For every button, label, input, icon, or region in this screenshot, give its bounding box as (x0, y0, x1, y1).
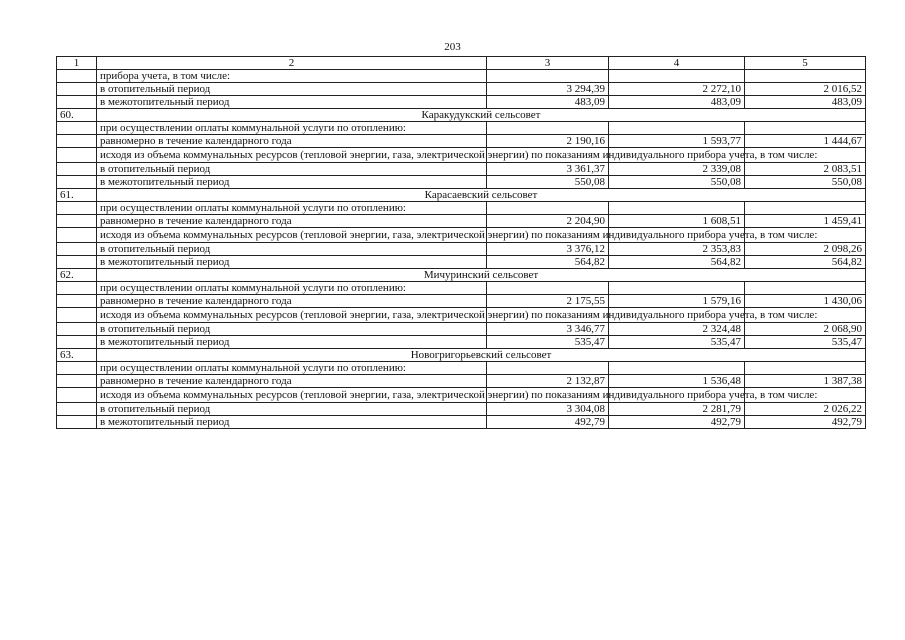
value-cell: 1 387,38 (745, 375, 866, 388)
row-label: в отопительный период (97, 323, 487, 336)
empty-cell (609, 362, 745, 375)
value-cell: 2 026,22 (745, 403, 866, 416)
table-row (57, 243, 866, 256)
empty-cell (57, 256, 97, 269)
empty-cell (57, 308, 97, 323)
section-title: Мичуринский сельсовет (97, 269, 866, 282)
row-label: при осуществлении оплаты коммунальной услуги по отоплению: (97, 362, 487, 375)
empty-cell (609, 282, 745, 295)
empty-cell (57, 122, 97, 135)
empty-cell (57, 202, 97, 215)
empty-cell (745, 70, 866, 83)
value-cell: 492,79 (745, 416, 866, 429)
value-cell: 1 459,41 (745, 215, 866, 228)
multiline-text-row (57, 228, 866, 243)
section-number: 62. (57, 269, 97, 282)
value-cell: 1 430,06 (745, 295, 866, 308)
value-cell: 2 083,51 (745, 163, 866, 176)
empty-cell (487, 362, 609, 375)
multiline-text-row (57, 148, 866, 163)
value-cell: 535,47 (609, 336, 745, 349)
row-label: исходя из объема коммунальных ресурсов (тепловой энергии, газа, электрической энергии) по показаниям индивидуального прибора учета, в том числе: (97, 388, 487, 403)
empty-cell (57, 388, 97, 403)
row-label: равномерно в течение календарного года (97, 215, 487, 228)
row-label: при осуществлении оплаты коммунальной услуги по отоплению: (97, 282, 487, 295)
table-row (57, 96, 866, 109)
value-cell: 492,79 (609, 416, 745, 429)
section-title: Карасаевский сельсовет (97, 189, 866, 202)
row-label: равномерно в течение календарного года (97, 135, 487, 148)
empty-cell (745, 282, 866, 295)
header-cell: 3 (487, 57, 609, 70)
value-cell: 2 204,90 (487, 215, 609, 228)
row-label: в отопительный период (97, 163, 487, 176)
row-label: в отопительный период (97, 83, 487, 96)
empty-cell (57, 375, 97, 388)
value-cell: 535,47 (745, 336, 866, 349)
text-row (57, 282, 866, 295)
value-cell: 1 444,67 (745, 135, 866, 148)
empty-cell (487, 282, 609, 295)
value-cell: 535,47 (487, 336, 609, 349)
section-title: Каракудукский сельсовет (97, 109, 866, 122)
value-cell: 2 016,52 (745, 83, 866, 96)
value-cell: 2 175,55 (487, 295, 609, 308)
empty-cell (609, 202, 745, 215)
section-title: Новогригорьевский сельсовет (97, 349, 866, 362)
empty-cell (609, 122, 745, 135)
table-row (57, 176, 866, 189)
empty-cell (57, 148, 97, 163)
value-cell: 2 324,48 (609, 323, 745, 336)
row-label: в межотопительный период (97, 256, 487, 269)
value-cell: 2 339,08 (609, 163, 745, 176)
section-number: 61. (57, 189, 97, 202)
row-label: при осуществлении оплаты коммунальной услуги по отоплению: (97, 202, 487, 215)
empty-cell (57, 362, 97, 375)
empty-cell (57, 163, 97, 176)
empty-cell (57, 282, 97, 295)
empty-cell (57, 83, 97, 96)
empty-cell (57, 96, 97, 109)
empty-cell (745, 202, 866, 215)
text-row (57, 202, 866, 215)
table-row (57, 163, 866, 176)
value-cell: 2 190,16 (487, 135, 609, 148)
row-label: в отопительный период (97, 243, 487, 256)
empty-cell (487, 202, 609, 215)
empty-cell (609, 70, 745, 83)
value-cell: 564,82 (487, 256, 609, 269)
empty-cell (57, 243, 97, 256)
empty-cell (57, 336, 97, 349)
value-cell: 3 376,12 (487, 243, 609, 256)
value-cell: 483,09 (609, 96, 745, 109)
empty-cell (745, 122, 866, 135)
value-cell: 1 536,48 (609, 375, 745, 388)
table-row (57, 215, 866, 228)
value-cell: 550,08 (609, 176, 745, 189)
section-row (57, 109, 866, 122)
table-row (57, 83, 866, 96)
empty-cell (57, 135, 97, 148)
text-row (57, 122, 866, 135)
table-body (57, 57, 866, 429)
row-label: равномерно в течение календарного года (97, 295, 487, 308)
empty-cell (57, 215, 97, 228)
table-row (57, 336, 866, 349)
value-cell: 2 132,87 (487, 375, 609, 388)
value-cell: 2 353,83 (609, 243, 745, 256)
empty-cell (57, 416, 97, 429)
table-row (57, 403, 866, 416)
value-cell: 550,08 (745, 176, 866, 189)
value-cell: 564,82 (609, 256, 745, 269)
value-cell: 2 068,90 (745, 323, 866, 336)
value-cell: 483,09 (745, 96, 866, 109)
header-cell: 1 (57, 57, 97, 70)
empty-cell (57, 403, 97, 416)
row-label: при осуществлении оплаты коммунальной услуги по отоплению: (97, 122, 487, 135)
row-label: в межотопительный период (97, 336, 487, 349)
row-label: прибора учета, в том числе: (97, 70, 487, 83)
empty-cell (487, 122, 609, 135)
empty-cell (57, 70, 97, 83)
value-cell: 564,82 (745, 256, 866, 269)
section-number: 63. (57, 349, 97, 362)
empty-cell (57, 176, 97, 189)
section-row (57, 269, 866, 282)
value-cell: 2 281,79 (609, 403, 745, 416)
value-cell: 3 361,37 (487, 163, 609, 176)
row-label: в межотопительный период (97, 416, 487, 429)
value-cell: 1 579,16 (609, 295, 745, 308)
value-cell: 3 304,08 (487, 403, 609, 416)
section-number: 60. (57, 109, 97, 122)
row-label: в межотопительный период (97, 96, 487, 109)
header-row (57, 57, 866, 70)
table-row (57, 416, 866, 429)
table-row (57, 256, 866, 269)
header-cell: 2 (97, 57, 487, 70)
empty-cell (487, 70, 609, 83)
empty-cell (745, 362, 866, 375)
row-label: исходя из объема коммунальных ресурсов (тепловой энергии, газа, электрической энергии) по показаниям индивидуального прибора учета, в том числе: (97, 228, 487, 243)
row-label: в отопительный период (97, 403, 487, 416)
value-cell: 483,09 (487, 96, 609, 109)
row-label: исходя из объема коммунальных ресурсов (тепловой энергии, газа, электрической энергии) по показаниям индивидуального прибора учета, в том числе: (97, 148, 487, 163)
table-row (57, 375, 866, 388)
value-cell: 3 346,77 (487, 323, 609, 336)
empty-cell (57, 228, 97, 243)
table-row (57, 323, 866, 336)
text-row (57, 362, 866, 375)
row-label: равномерно в течение календарного года (97, 375, 487, 388)
row-label: в межотопительный период (97, 176, 487, 189)
empty-cell (57, 295, 97, 308)
page-number: 203 (444, 41, 461, 53)
header-cell: 4 (609, 57, 745, 70)
row-label: исходя из объема коммунальных ресурсов (тепловой энергии, газа, электрической энергии) по показаниям индивидуального прибора учета, в том числе: (97, 308, 487, 323)
tariff-table (56, 56, 866, 429)
header-cell: 5 (745, 57, 866, 70)
table-row (57, 295, 866, 308)
value-cell: 2 272,10 (609, 83, 745, 96)
value-cell: 550,08 (487, 176, 609, 189)
table-row (57, 135, 866, 148)
value-cell: 492,79 (487, 416, 609, 429)
value-cell: 3 294,39 (487, 83, 609, 96)
text-row (57, 70, 866, 83)
section-row (57, 349, 866, 362)
value-cell: 2 098,26 (745, 243, 866, 256)
multiline-text-row (57, 308, 866, 323)
section-row (57, 189, 866, 202)
empty-cell (57, 323, 97, 336)
value-cell: 1 593,77 (609, 135, 745, 148)
multiline-text-row (57, 388, 866, 403)
value-cell: 1 608,51 (609, 215, 745, 228)
